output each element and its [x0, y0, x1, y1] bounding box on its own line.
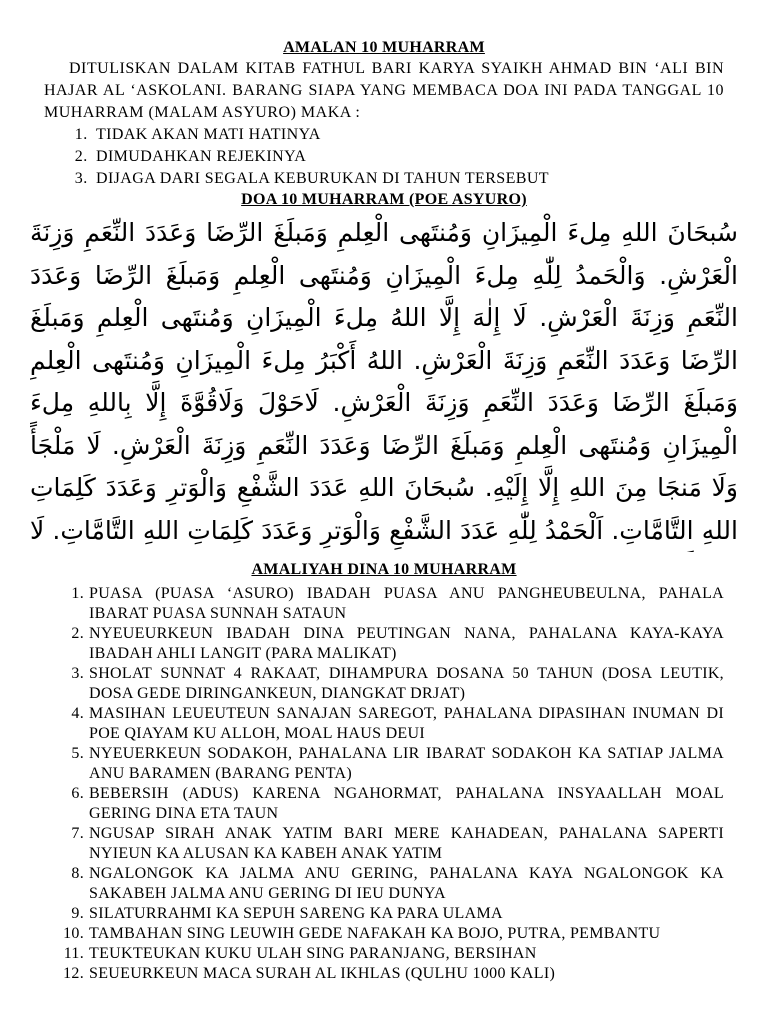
amaliyah-item [56, 864, 724, 904]
benefit-item: 3. DIJAGA DARI SEGALA KEBURUKAN DI TAHUN TERSEBUT [92, 168, 724, 190]
document-title: AMALAN 10 MUHARRAM [283, 39, 485, 56]
amaliyah-item [56, 924, 724, 944]
item-number: 3. [71, 665, 84, 682]
item-number: 5. [71, 745, 84, 762]
item-text: NGUSAP SIRAH ANAK YATIM BARI MERE KAHADEAN, PAHALANA SAPERTI NYIEUN KA ALUSAN KA KABEH ANAK YATIM [89, 825, 724, 862]
item-number: 1. [71, 585, 84, 602]
item-text: NGALONGOK KA JALMA ANU GERING, PAHALANA KAYA NGALONGOK KA SAKABEH JALMA ANU GERING DI IEU DUNYA [89, 865, 724, 902]
benefits-list [44, 124, 724, 190]
item-text: PUASA (PUASA ‘ASURO) IBADAH PUASA ANU PANGHEUBEULNA, PAHALA IBARAT PUASA SUNNAH SATAUN [89, 585, 724, 622]
item-number: 4. [71, 705, 84, 722]
item-text: TEUKTEUKAN KUKU ULAH SING PARANJANG, BERSIHAN [89, 945, 537, 962]
item-text: BEBERSIH (ADUS) KARENA NGAHORMAT, PAHALANA INSYAALLAH MOAL GERING DINA ETA TAUN [89, 785, 724, 822]
intro-paragraph: DITULISKAN DALAM KITAB FATHUL BARI KARYA SYAIKH AHMAD BIN ‘ALI BIN HAJAR AL ‘ASKOLANI. BARANG SIAPA YANG MEMBACA DOA INI PADA TANGGAL 10 MUHARRAM (MALAM ASYURO) MAKA : [44, 60, 724, 121]
item-text: NYEUEURKEUN IBADAH DINA PEUTINGAN NANA, PAHALANA KAYA-KAYA IBADAH AHLI LANGIT (PARA MALIKAT) [89, 625, 724, 662]
item-number: 11. [63, 945, 84, 962]
amaliyah-item [56, 704, 724, 744]
item-text: NYEUERKEUN SODAKOH, PAHALANA LIR IBARAT SODAKOH KA SATIAP JALMA ANU BARAMEN (BARANG PENTA) [89, 745, 724, 782]
item-number: 7. [71, 825, 84, 842]
amaliyah-item [56, 944, 724, 964]
item-number: 12. [63, 965, 84, 982]
benefit-item: 2. DIMUDAHKAN REJEKINYA [92, 146, 724, 168]
amaliyah-item [56, 784, 724, 824]
amaliyah-list [44, 584, 724, 984]
item-number: 8. [71, 865, 84, 882]
doa-arabic-text: سُبحَانَ اللهِ مِلءَ الْمِيزَانِ وَمُنتَهى الْعِلمِ وَمَبلَغَ الرِّضَا وَعَدَدَ النِّعَمِ وَزِنَةَ الْعَرْشِ. وَالْحَمدُ لِلّٰهِ مِلءَ الْمِيزَانِ وَمُنتَهى الْعِلمِ وَمَبلَغَ الرِّضَا وَعَدَدَ النِّعَمِ وَزِنَةَ الْعَرْشِ. لَا إِلٰهَ إِلَّا اللهُ مِلءَ الْمِيزَانِ وَمُنتَهى الْعِلمِ وَمَبلَغَ الرِّضَا وَعَدَدَ النِّعَمِ وَزِنَةَ الْعَرْشِ. اللهُ أَكْبَرُ مِلءَ الْمِيزَانِ وَمُنتَهى الْعِلمِ وَمَبلَغَ الرِّضَا وَعَدَدَ النِّعَمِ وَزِنَةَ الْعَرْشِ. لَاحَوْلَ وَلَاقُوَّةَ إِلَّا بِاللهِ مِلءَ الْمِيزَانِ وَمُنتَهى الْعِلمِ وَمَبلَغَ الرِّضَا وَعَدَدَ النِّعَمِ وَزِنَةَ الْعَرْشِ. لَا مَلْجَأً وَلَا مَنجَا مِنَ اللهِ إِلَّا إِلَيْهِ. سُبحَانَ اللهِ عَدَدَ الشَّفْعِ وَالْوَترِ وَعَدَدَ كَلِمَاتِ اللهِ التَّامَّاتِ. اَلْحَمْدُ لِلّٰهِ عَدَدَ الشَّفْعِ وَالْوَترِ وَعَدَدَ كَلِمَاتِ اللهِ التَّامَّاتِ. لَا [30, 218, 738, 545]
amaliyah-item [56, 664, 724, 704]
item-text: SHOLAT SUNNAT 4 RAKAAT, DIHAMPURA DOSANA 50 TAHUN (DOSA LEUTIK, DOSA GEDE DIRINGANKEUN, DIANGKAT DRJAT) [89, 665, 724, 702]
item-text: TAMBAHAN SING LEUWIH GEDE NAFAKAH KA BOJO, PUTRA, PEMBANTU [89, 925, 661, 942]
item-number: 2. [71, 625, 84, 642]
item-text: MASIHAN LEUEUTEUN SANAJAN SAREGOT, PAHALANA DIPASIHAN INUMAN DI POE QIAYAM KU ALLOH, MOAL HAUS DEUI [89, 705, 724, 742]
item-number: 9. [71, 905, 84, 922]
amaliyah-item [56, 964, 724, 984]
item-text: SEUEURKEUN MACA SURAH AL IKHLAS (QULHU 1000 KALI) [89, 965, 556, 982]
item-number: 6. [71, 785, 84, 802]
amaliyah-item [56, 744, 724, 784]
amaliyah-item [56, 624, 724, 664]
amaliyah-item [56, 824, 724, 864]
benefit-item: 1. TIDAK AKAN MATI HATINYA [92, 124, 724, 146]
amaliyah-item [56, 904, 724, 924]
amaliyah-item [56, 584, 724, 624]
amaliyah-title: AMALIYAH DINA 10 MUHARRAM [251, 561, 517, 578]
item-number: 10. [63, 925, 84, 942]
item-text: SILATURRAHMI KA SEPUH SARENG KA PARA ULAMA [89, 905, 503, 922]
doa-title: DOA 10 MUHARRAM (POE ASYURO) [241, 191, 527, 208]
